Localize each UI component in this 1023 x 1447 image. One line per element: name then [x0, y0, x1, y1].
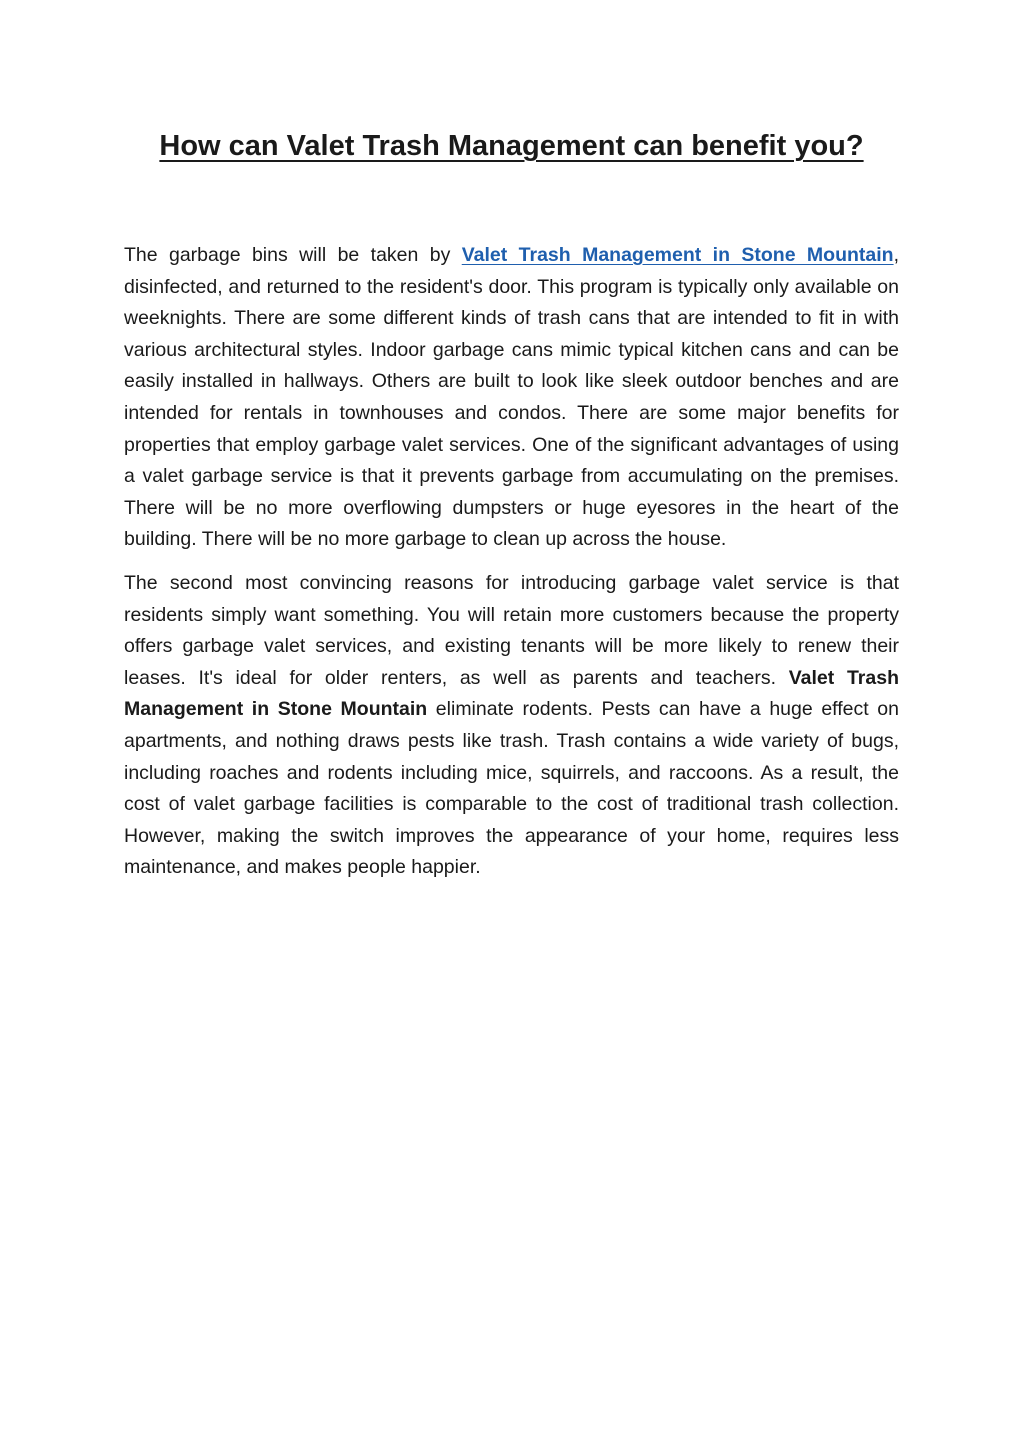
document-title-text: How can Valet Trash Management can benefit you?: [159, 130, 864, 162]
document-title: [0, 124, 1023, 168]
paragraph-2-intro: The second most convincing reasons for introducing garbage valet service is that residents simply want something. You will retain more customers because the property offers garbage valet services, and existing tenants will be more likely to renew their leases. It's ideal for older renters, as well as parents and teachers.: [124, 571, 899, 689]
valet-trash-link[interactable]: Valet Trash Management in Stone Mountain: [461, 244, 894, 266]
document-body: [124, 240, 899, 896]
paragraph-2-bold-keyword: Valet Trash Management in Stone Mountain: [124, 666, 899, 721]
paragraph-1: [124, 240, 899, 556]
paragraph-2-rest: eliminate rodents. Pests can have a huge effect on apartments, and nothing draws pests like trash. Trash contains a wide variety of bugs, including roaches and rodents including mice, squirrels, and raccoons. As a result, the cost of valet garbage facilities is comparable to the cost of traditional trash collection. However, making the switch improves the appearance of your home, requires less maintenance, and makes people happier.: [124, 698, 899, 879]
paragraph-1-intro: The garbage bins will be taken by: [124, 244, 462, 266]
paragraph-2: [124, 568, 899, 884]
paragraph-1-rest: , disinfected, and returned to the resident's door. This program is typically only available on weeknights. There are some different kinds of trash cans that are intended to fit in with various architectural styles. Indoor garbage cans mimic typical kitchen cans and can be easily installed in hallways. Others are built to look like sleek outdoor benches and are intended for rentals in townhouses and condos. There are some major benefits for properties that employ garbage valet services. One of the significant advantages of using a valet garbage service is that it prevents garbage from accumulating on the premises. There will be no more overflowing dumpsters or huge eyesores in the heart of the building. There will be no more garbage to clean up across the house.: [124, 244, 899, 551]
